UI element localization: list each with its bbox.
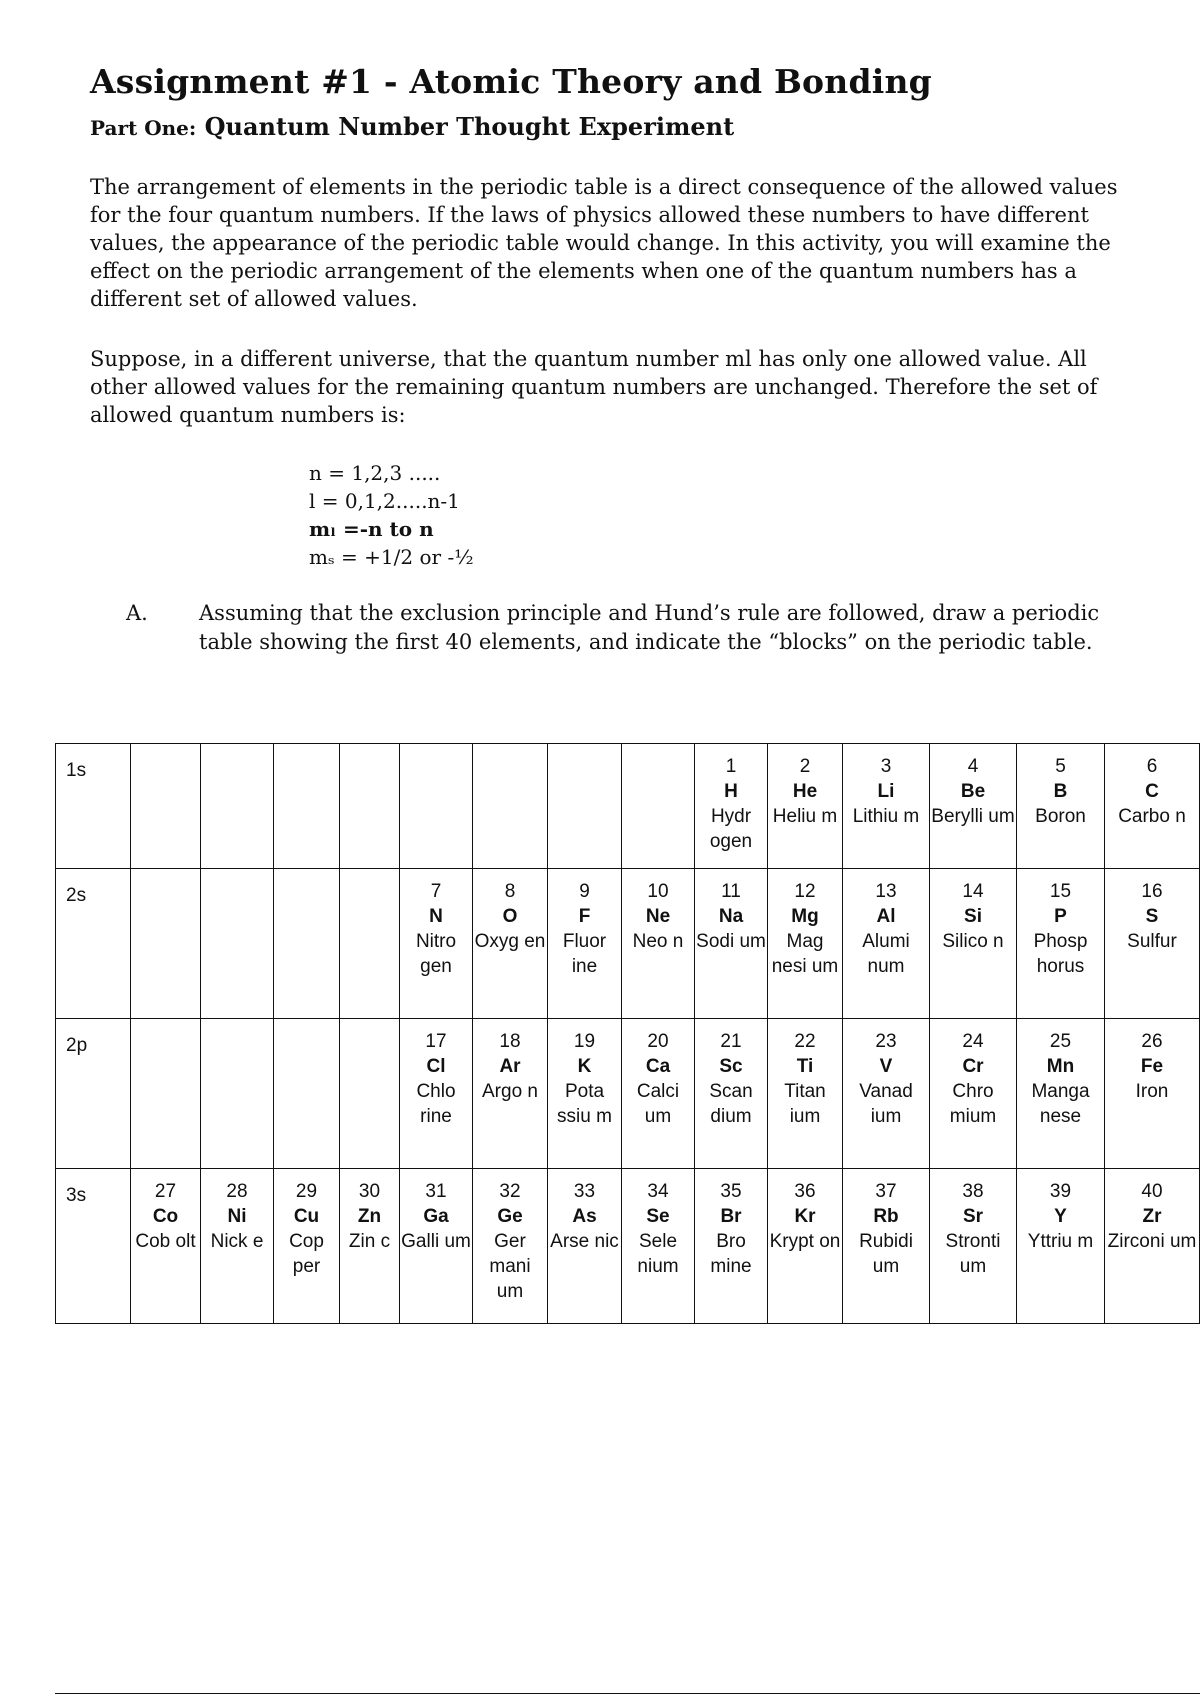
empty-cell <box>400 744 473 869</box>
empty-cell <box>274 869 340 1019</box>
atomic-number: 3 <box>880 756 892 777</box>
atomic-number: 29 <box>295 1181 318 1202</box>
atomic-number: 36 <box>794 1181 816 1202</box>
element-symbol: Zn <box>357 1206 382 1227</box>
element-name: Heliu m <box>772 806 838 827</box>
element-name: Ger mani um <box>489 1231 531 1302</box>
element-symbol: K <box>577 1056 592 1077</box>
element-cell <box>1017 744 1105 869</box>
atomic-number: 11 <box>721 881 741 902</box>
element-cell <box>695 869 768 1019</box>
empty-cell <box>131 744 201 869</box>
element-name: Galli um <box>401 1231 471 1252</box>
element-name: Scan dium <box>709 1081 753 1127</box>
element-name: Arse nic <box>550 1231 619 1252</box>
atomic-number: 16 <box>1141 881 1163 902</box>
element-symbol: Na <box>718 906 744 927</box>
atomic-number: 37 <box>875 1181 897 1202</box>
element-cell <box>400 1019 473 1169</box>
footer-rule <box>55 1693 1200 1694</box>
element-symbol: Al <box>876 906 896 927</box>
element-cell <box>930 869 1017 1019</box>
element-name: Alumi num <box>862 931 910 977</box>
element-symbol: Br <box>720 1206 742 1227</box>
question-a-letter: A. <box>126 601 148 625</box>
element-symbol: Ni <box>227 1206 247 1227</box>
empty-cell <box>274 1019 340 1169</box>
element-cell <box>622 1169 695 1324</box>
element-cell <box>1105 1019 1200 1169</box>
element-cell <box>843 1169 930 1324</box>
empty-cell <box>340 869 400 1019</box>
element-name: Manga nese <box>1031 1081 1090 1127</box>
qn-l: l = 0,1,2.....n-1 <box>309 489 460 513</box>
element-name: Fluor ine <box>562 931 607 977</box>
atomic-number: 33 <box>573 1181 596 1202</box>
element-symbol: Kr <box>794 1206 816 1227</box>
element-cell <box>622 1019 695 1169</box>
element-name: Mag nesi um <box>771 931 839 977</box>
element-name: Zin c <box>348 1231 391 1252</box>
element-cell <box>274 1169 340 1324</box>
atomic-number: 26 <box>1141 1031 1163 1052</box>
scenario-paragraph: Suppose, in a different universe, that the quantum number ml has only one allowed value. All other allowed values for the remaining quantum numbers are unchanged. Therefore the set of allowed quantum numbers is: <box>90 347 1098 427</box>
qn-ms: mₛ = +1/2 or -½ <box>309 545 474 569</box>
atomic-number: 25 <box>1049 1031 1072 1052</box>
element-name: Yttriu m <box>1027 1231 1094 1252</box>
element-cell <box>622 869 695 1019</box>
element-name: Sele nium <box>637 1231 679 1277</box>
element-cell <box>843 744 930 869</box>
element-name: Rubidi um <box>859 1231 913 1277</box>
empty-cell <box>473 744 548 869</box>
atomic-number: 4 <box>967 756 979 777</box>
element-symbol: Cr <box>962 1056 984 1077</box>
atomic-number: 15 <box>1049 881 1072 902</box>
empty-cell <box>548 744 622 869</box>
element-cell <box>340 1169 400 1324</box>
element-symbol: Sr <box>962 1206 984 1227</box>
element-symbol: Cu <box>293 1206 320 1227</box>
element-cell <box>548 869 622 1019</box>
element-cell <box>473 869 548 1019</box>
element-name: Nick e <box>210 1231 264 1252</box>
atomic-number: 17 <box>425 1031 447 1052</box>
element-cell <box>400 1169 473 1324</box>
table-row-2p <box>56 1019 1200 1169</box>
element-name: Nitro gen <box>415 931 457 977</box>
element-cell <box>768 869 843 1019</box>
element-symbol: S <box>1145 906 1159 927</box>
table-row-1s <box>56 744 1200 869</box>
empty-cell <box>201 1019 274 1169</box>
element-symbol: Ti <box>796 1056 814 1077</box>
qn-n: n = 1,2,3 ..... <box>309 461 441 485</box>
element-symbol: Rb <box>873 1206 899 1227</box>
atomic-number: 14 <box>962 881 984 902</box>
element-symbol: Sc <box>719 1056 743 1077</box>
element-cell <box>768 1169 843 1324</box>
element-name: Boron <box>1035 806 1086 827</box>
atomic-number: 1 <box>725 756 737 777</box>
element-symbol: As <box>572 1206 597 1227</box>
part-one-heading <box>90 112 734 141</box>
element-symbol: Co <box>152 1206 179 1227</box>
atomic-number: 24 <box>962 1031 984 1052</box>
element-symbol: H <box>724 781 738 802</box>
atomic-number: 22 <box>794 1031 816 1052</box>
element-cell <box>1105 1169 1200 1324</box>
element-symbol: Cl <box>426 1056 446 1077</box>
atomic-number: 27 <box>154 1181 177 1202</box>
element-name: Calci um <box>636 1081 680 1127</box>
atomic-number: 8 <box>504 881 516 902</box>
element-name: Stronti um <box>945 1231 1001 1277</box>
element-cell <box>1017 1169 1105 1324</box>
element-cell <box>1017 1019 1105 1169</box>
element-cell <box>548 1019 622 1169</box>
atomic-number: 7 <box>430 881 442 902</box>
element-cell <box>843 1019 930 1169</box>
atomic-number: 23 <box>875 1031 897 1052</box>
element-cell <box>201 1169 274 1324</box>
atomic-number: 6 <box>1146 756 1158 777</box>
element-name: Zirconi um <box>1107 1231 1197 1252</box>
atomic-number: 5 <box>1055 756 1066 777</box>
quantum-number-list <box>309 459 474 571</box>
element-symbol: Ga <box>423 1206 449 1227</box>
row-label: 3s <box>56 1169 131 1324</box>
periodic-table <box>55 743 1200 1324</box>
intro-paragraph: The arrangement of elements in the periodic table is a direct consequence of the allowed values for the four quantum numbers. If the laws of physics allowed these numbers to have different values, the appearance of the periodic table would change. In this activity, you will examine the effect on the periodic arrangement of the elements when one of the quantum numbers has a different set of allowed values. <box>90 175 1118 311</box>
element-cell <box>1105 869 1200 1019</box>
atomic-number: 31 <box>425 1181 447 1202</box>
atomic-number: 20 <box>647 1031 669 1052</box>
element-name: Iron <box>1135 1081 1169 1102</box>
row-label: 2s <box>56 869 131 1019</box>
element-name: Lithiu m <box>852 806 920 827</box>
atomic-number: 18 <box>499 1031 521 1052</box>
element-name: Berylli um <box>931 806 1015 827</box>
element-symbol: Ar <box>499 1056 521 1077</box>
row-label: 1s <box>56 744 131 869</box>
empty-cell <box>201 869 274 1019</box>
element-cell <box>695 744 768 869</box>
element-symbol: Be <box>960 781 986 802</box>
element-symbol: Y <box>1054 1206 1067 1227</box>
element-name: Sodi um <box>696 931 766 952</box>
element-symbol: C <box>1145 781 1159 802</box>
question-a-text: Assuming that the exclusion principle and Hund’s rule are followed, draw a periodic table showing the first 40 elements, and indicate the “blocks” on the periodic table. <box>199 601 1100 654</box>
element-symbol: Mg <box>791 906 819 927</box>
element-name: Chro mium <box>949 1081 997 1127</box>
element-symbol: F <box>578 906 591 927</box>
element-name: Cop per <box>289 1231 324 1277</box>
table-row-2s <box>56 869 1200 1019</box>
element-cell <box>930 1019 1017 1169</box>
element-cell <box>400 869 473 1019</box>
element-name: Silico n <box>942 931 1004 952</box>
element-name: Chlo rine <box>416 1081 456 1127</box>
atomic-number: 40 <box>1141 1181 1163 1202</box>
element-name: Krypt on <box>769 1231 841 1252</box>
atomic-number: 12 <box>794 881 816 902</box>
element-name: Bro mine <box>710 1231 752 1277</box>
element-symbol: Fe <box>1140 1056 1164 1077</box>
element-symbol: V <box>879 1056 893 1077</box>
element-name: Carbo n <box>1118 806 1186 827</box>
atomic-number: 28 <box>226 1181 248 1202</box>
qn-ml: mₗ =-n to n <box>309 517 434 541</box>
element-cell <box>768 744 843 869</box>
element-cell <box>695 1169 768 1324</box>
element-name: Cob olt <box>135 1231 196 1252</box>
atomic-number: 38 <box>962 1181 984 1202</box>
element-cell <box>473 1019 548 1169</box>
element-name: Neo n <box>632 931 684 952</box>
element-symbol: Zr <box>1142 1206 1162 1227</box>
element-symbol: P <box>1054 906 1067 927</box>
atomic-number: 2 <box>799 756 811 777</box>
table-row-3s <box>56 1169 1200 1324</box>
row-label: 2p <box>56 1019 131 1169</box>
atomic-number: 21 <box>720 1031 742 1052</box>
empty-cell <box>201 744 274 869</box>
element-symbol: He <box>792 781 818 802</box>
part-title: Quantum Number Thought Experiment <box>204 112 735 141</box>
atomic-number: 39 <box>1049 1181 1072 1202</box>
element-cell <box>843 869 930 1019</box>
atomic-number: 32 <box>499 1181 521 1202</box>
element-symbol: Ne <box>645 906 671 927</box>
element-name: Oxyg en <box>474 931 546 952</box>
element-symbol: N <box>429 906 443 927</box>
element-cell <box>930 1169 1017 1324</box>
element-cell <box>1105 744 1200 869</box>
empty-cell <box>131 869 201 1019</box>
atomic-number: 19 <box>573 1031 596 1052</box>
element-name: Pota ssiu m <box>557 1081 612 1127</box>
element-name: Hydr ogen <box>709 806 753 852</box>
element-symbol: Ca <box>645 1056 671 1077</box>
element-symbol: Ge <box>497 1206 523 1227</box>
empty-cell <box>340 744 400 869</box>
element-cell <box>548 1169 622 1324</box>
element-symbol: Si <box>964 906 982 927</box>
empty-cell <box>622 744 695 869</box>
atomic-number: 30 <box>358 1181 381 1202</box>
element-name: Sulfur <box>1127 931 1177 952</box>
empty-cell <box>274 744 340 869</box>
atomic-number: 9 <box>579 881 590 902</box>
element-name: Phosp horus <box>1033 931 1088 977</box>
element-symbol: Li <box>877 781 895 802</box>
atomic-number: 10 <box>647 881 669 902</box>
element-cell <box>473 1169 548 1324</box>
element-cell <box>131 1169 201 1324</box>
element-cell <box>768 1019 843 1169</box>
element-name: Titan ium <box>784 1081 826 1127</box>
element-cell <box>1017 869 1105 1019</box>
empty-cell <box>340 1019 400 1169</box>
element-cell <box>695 1019 768 1169</box>
element-cell <box>930 744 1017 869</box>
part-label: Part One: <box>90 116 197 140</box>
assignment-title: Assignment #1 - Atomic Theory and Bonding <box>90 62 932 101</box>
element-name: Vanad ium <box>859 1081 913 1127</box>
atomic-number: 34 <box>647 1181 669 1202</box>
element-symbol: O <box>502 906 518 927</box>
empty-cell <box>131 1019 201 1169</box>
atomic-number: 35 <box>720 1181 742 1202</box>
atomic-number: 13 <box>875 881 897 902</box>
element-symbol: Mn <box>1046 1056 1075 1077</box>
element-name: Argo n <box>482 1081 538 1102</box>
element-symbol: B <box>1053 781 1068 802</box>
element-symbol: Se <box>646 1206 670 1227</box>
